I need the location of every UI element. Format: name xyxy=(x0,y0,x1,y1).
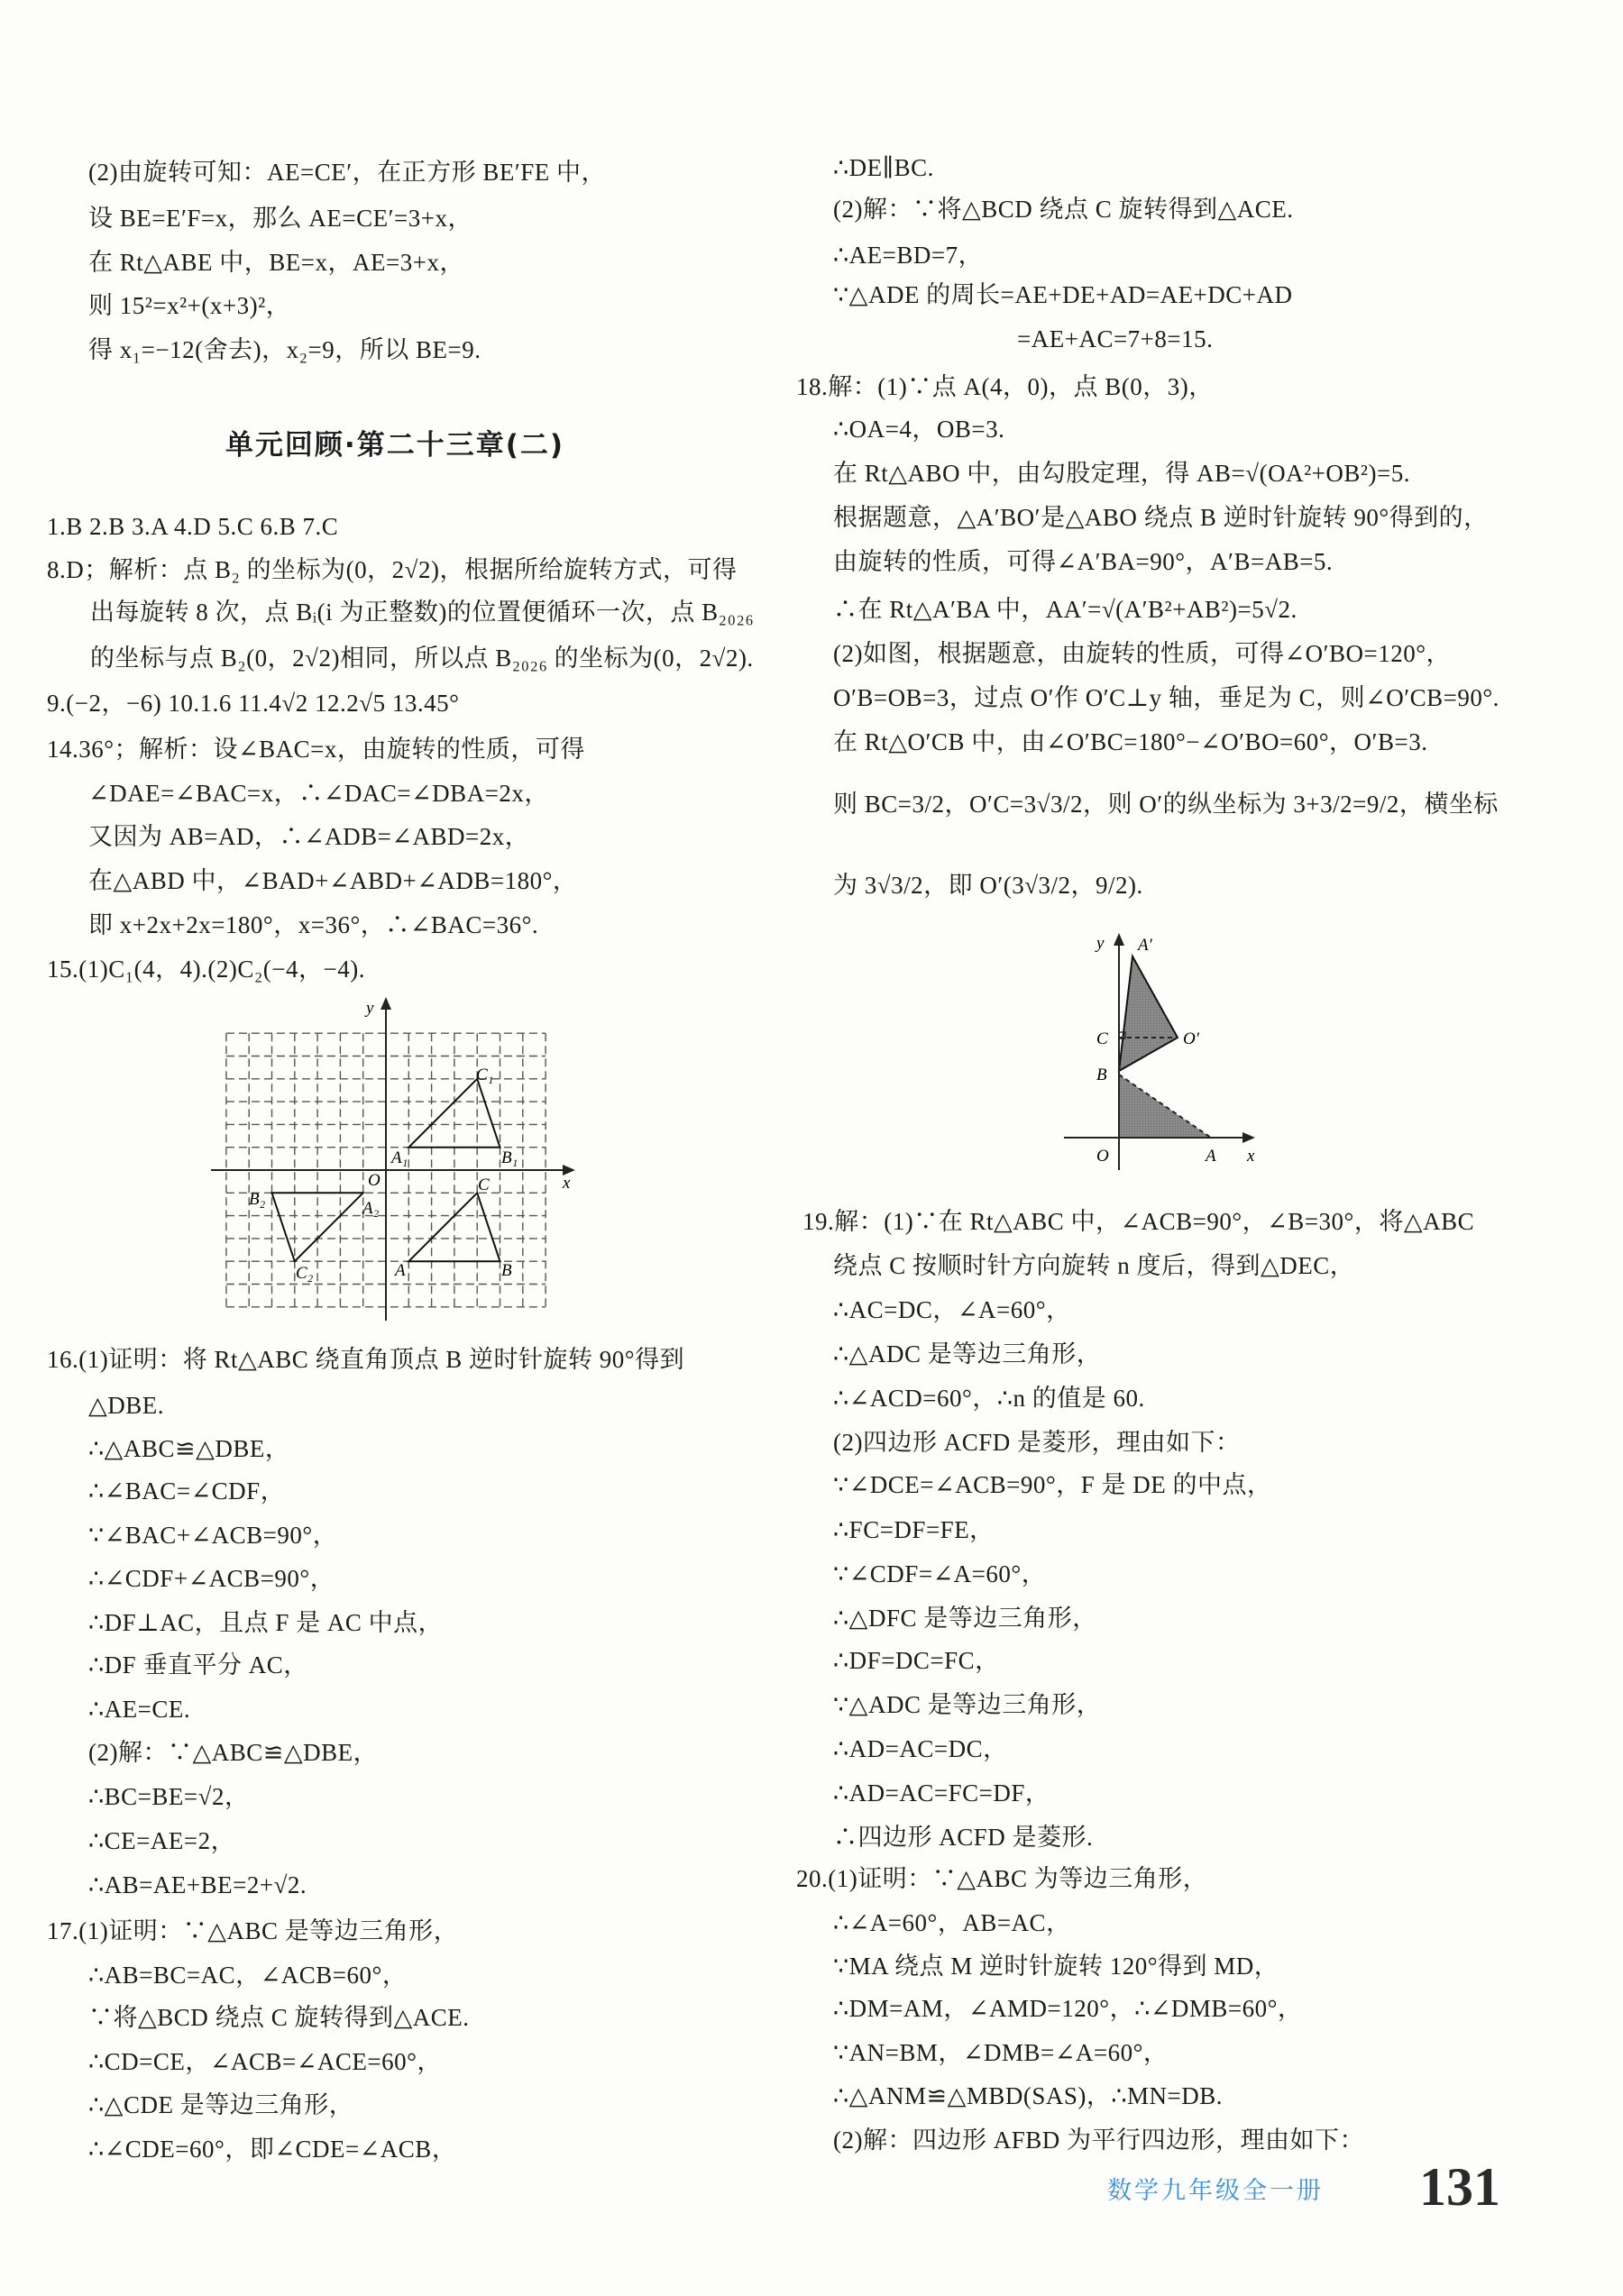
text-line: ∴△CDE 是等边三角形， xyxy=(88,2091,354,2118)
y-axis-label: y xyxy=(1096,934,1105,953)
text-line: 18.解：(1)∵点 A(4，0)，点 B(0，3)， xyxy=(796,373,1214,400)
text-line: ∴AD=AC=DC， xyxy=(833,1735,1008,1762)
text-line: ∴CD=CE，∠ACB=∠ACE=60°， xyxy=(88,2048,442,2075)
text-line: 19.解：(1)∵在 Rt△ABC 中，∠ACB=90°，∠B=30°，将△ABC xyxy=(802,1208,1475,1235)
text-line: (2)如图，根据题意，由旋转的性质，可得∠O′BO=120°， xyxy=(833,640,1452,667)
text-line: 在 Rt△ABE 中，BE=x，AE=3+x， xyxy=(88,249,464,276)
text-line: 绕点 C 按顺时针方向旋转 n 度后，得到△DEC， xyxy=(833,1252,1355,1279)
text-line: ∴四边形 ACFD 是菱形. xyxy=(833,1824,1094,1851)
text-line: △DBE. xyxy=(88,1392,165,1419)
text-line: ∴AB=AE+BE=2+√2. xyxy=(88,1871,307,1898)
origin-label: O xyxy=(1096,1147,1109,1166)
text-line: ∴DF 垂直平分 AC， xyxy=(88,1651,308,1679)
text-line: ∵△ADC 是等边三角形， xyxy=(833,1691,1102,1718)
text-line: 则 BC=3/2，O′C=3√3/2，则 O′的纵坐标为 3+3/2=9/2，横坐标 xyxy=(833,791,1499,818)
text-line: 由旋转的性质，可得∠A′BA=90°，A′B=AB=5. xyxy=(833,548,1334,575)
text-line: ∴DF=DC=FC， xyxy=(833,1647,1000,1674)
text-line: (2)解：四边形 AFBD 为平行四边形，理由如下： xyxy=(833,2127,1365,2154)
text-line: 的坐标与点 B₂(0，2√2)相同，所以点 B₂₀₂₆ 的坐标为(0，2√2). xyxy=(90,645,754,672)
text-line: 17.(1)证明：∵△ABC 是等边三角形， xyxy=(47,1917,459,1944)
point-A-label: A xyxy=(395,1261,406,1280)
origin-label: O xyxy=(368,1171,381,1190)
text-line: 9.(−2，−6) 10.1.6 11.4√2 12.2√5 13.45° xyxy=(47,690,460,717)
text-line: ∴FC=DF=FE， xyxy=(833,1516,995,1543)
text-line: ∴∠BAC=∠CDF， xyxy=(88,1477,286,1505)
text-line: ∴DF⊥AC，且点 F 是 AC 中点， xyxy=(88,1609,444,1636)
x-axis-label: x xyxy=(563,1174,571,1193)
figure-18-rotation xyxy=(1064,928,1298,1172)
text-line: ∵AN=BM，∠DMB=∠A=60°， xyxy=(833,2039,1169,2066)
x-axis-label: x xyxy=(1247,1147,1255,1166)
text-line: 16.(1)证明：将 Rt△ABC 绕直角顶点 B 逆时针旋转 90°得到 xyxy=(47,1346,685,1373)
text-line: 1.B 2.B 3.A 4.D 5.C 6.B 7.C xyxy=(47,513,339,540)
point-C-label: C xyxy=(1096,1029,1108,1048)
text-line: 即 x+2x+2x=180°，x=36°，∴∠BAC=36°. xyxy=(88,911,539,938)
point-B2-label: B₂ xyxy=(249,1190,266,1209)
text-line: ∴DE∥BC. xyxy=(833,154,934,181)
text-line: 8.D；解析：点 B₂ 的坐标为(0，2√2)，根据所给旋转方式，可得 xyxy=(47,556,738,583)
text-line: 在△ABD 中，∠BAD+∠ABD+∠ADB=180°， xyxy=(88,867,578,894)
point-C2-label: C₂ xyxy=(296,1264,314,1283)
text-line: ∵MA 绕点 M 逆时针旋转 120°得到 MD， xyxy=(833,1953,1279,1980)
text-line: ∵将△BCD 绕点 C 旋转得到△ACE. xyxy=(88,2004,470,2031)
triangle-A-prime-B-O-prime xyxy=(1119,956,1178,1071)
text-line: O′B=OB=3，过点 O′作 O′C⊥y 轴，垂足为 C，则∠O′CB=90°. xyxy=(833,684,1499,711)
text-line: 设 BE=E′F=x，那么 AE=CE′=3+x， xyxy=(88,205,472,232)
text-line: 则 15²=x²+(x+3)²， xyxy=(88,292,291,319)
text-line: 出每旋转 8 次，点 Bᵢ(i 为正整数)的位置便循环一次，点 B₂₀₂₆ xyxy=(90,599,755,626)
text-line: ∴AE=BD=7， xyxy=(833,242,984,269)
text-line: ∴△ABC≌△DBE， xyxy=(88,1435,290,1462)
text-line: ∵△ADE 的周长=AE+DE+AD=AE+DC+AD xyxy=(833,281,1293,308)
text-line: ∴AE=CE. xyxy=(88,1696,191,1723)
point-B-label: B xyxy=(501,1261,512,1280)
text-line: ∴△ADC 是等边三角形， xyxy=(833,1340,1102,1368)
text-line: ∴AC=DC，∠A=60°， xyxy=(833,1296,1071,1323)
x-axis-arrow xyxy=(1242,1132,1255,1143)
page-number: 131 xyxy=(1419,2157,1500,2217)
figure-15-grid xyxy=(198,992,595,1334)
text-line: ∠DAE=∠BAC=x，∴∠DAC=∠DBA=2x， xyxy=(88,780,549,807)
text-line: ∴在 Rt△A′BA 中，AA′=√(A′B²+AB²)=5√2. xyxy=(833,596,1297,623)
text-line: ∴∠A=60°，AB=AC， xyxy=(833,1909,1071,1936)
section-title: 单元回顾·第二十三章(二) xyxy=(225,429,565,462)
text-line: ∴∠ACD=60°，∴n 的值是 60. xyxy=(833,1385,1145,1412)
y-axis-arrow xyxy=(381,997,391,1010)
text-line: 在 Rt△ABO 中，由勾股定理，得 AB=√(OA²+OB²)=5. xyxy=(833,460,1410,487)
text-line: ∴BC=BE=√2， xyxy=(88,1783,250,1810)
text-line: (2)四边形 ACFD 是菱形，理由如下： xyxy=(833,1429,1241,1456)
text-line: 20.(1)证明：∵△ABC 为等边三角形， xyxy=(796,1865,1208,1892)
point-A1-label: A₁ xyxy=(391,1148,408,1167)
text-line: 在 Rt△O′CB 中，由∠O′BC=180°−∠O′BO=60°，O′B=3. xyxy=(833,728,1428,755)
text-line: ∴△DFC 是等边三角形， xyxy=(833,1605,1097,1632)
text-line: 15.(1)C₁(4，4).(2)C₂(−4，−4). xyxy=(47,956,365,983)
text-line: ∵∠BAC+∠ACB=90°， xyxy=(88,1522,338,1549)
text-line: 根据题意，△A′BO′是△ABO 绕点 B 逆时针旋转 90°得到的， xyxy=(833,504,1489,531)
text-line: (2)解：∵△ABC≌△DBE， xyxy=(88,1739,379,1766)
text-line: ∴△ANM≌△MBD(SAS)，∴MN=DB. xyxy=(833,2082,1224,2109)
text-line: 14.36°；解析：设∠BAC=x，由旋转的性质，可得 xyxy=(47,736,585,763)
text-line: ∵∠CDF=∠A=60°， xyxy=(833,1560,1047,1587)
point-C1-label: C₁ xyxy=(476,1066,494,1084)
text-line: ∴∠CDE=60°，即∠CDE=∠ACB， xyxy=(88,2136,457,2163)
text-line: 为 3√3/2，即 O′(3√3/2，9/2). xyxy=(833,872,1143,899)
text-line: (2)由旋转可知：AE=CE′，在正方形 BE′FE 中， xyxy=(88,159,607,186)
text-line: ∵∠DCE=∠ACB=90°，F 是 DE 的中点， xyxy=(833,1471,1272,1498)
point-C-label: C xyxy=(478,1175,490,1194)
y-axis-arrow xyxy=(1114,933,1124,946)
text-line: ∴AB=BC=AC，∠ACB=60°， xyxy=(88,1962,408,1989)
text-line: ∴DM=AM，∠AMD=120°，∴∠DMB=60°， xyxy=(833,1995,1303,2022)
point-A-label: A xyxy=(1206,1147,1216,1166)
text-line: 得 x₁=−12(舍去)，x₂=9，所以 BE=9. xyxy=(88,336,481,363)
point-A2-label: A₂ xyxy=(362,1199,380,1218)
text-line: =AE+AC=7+8=15. xyxy=(1017,325,1214,352)
book-title: 数学九年级全一册 xyxy=(1107,2177,1324,2205)
text-line: ∴∠CDF+∠ACB=90°， xyxy=(88,1565,335,1592)
text-line: ∴OA=4，OB=3. xyxy=(833,416,1005,443)
text-line: ∴AD=AC=FC=DF， xyxy=(833,1779,1050,1807)
point-A-prime-label: A′ xyxy=(1138,936,1152,955)
y-axis-label: y xyxy=(366,999,374,1018)
text-line: (2)解：∵将△BCD 绕点 C 旋转得到△ACE. xyxy=(833,196,1294,223)
text-line: 又因为 AB=AD，∴∠ADB=∠ABD=2x， xyxy=(88,823,530,850)
point-B-label: B xyxy=(1096,1066,1107,1084)
point-B1-label: B₁ xyxy=(501,1148,518,1167)
point-O-prime-label: O′ xyxy=(1183,1029,1199,1048)
text-line: ∴CE=AE=2， xyxy=(88,1827,236,1854)
